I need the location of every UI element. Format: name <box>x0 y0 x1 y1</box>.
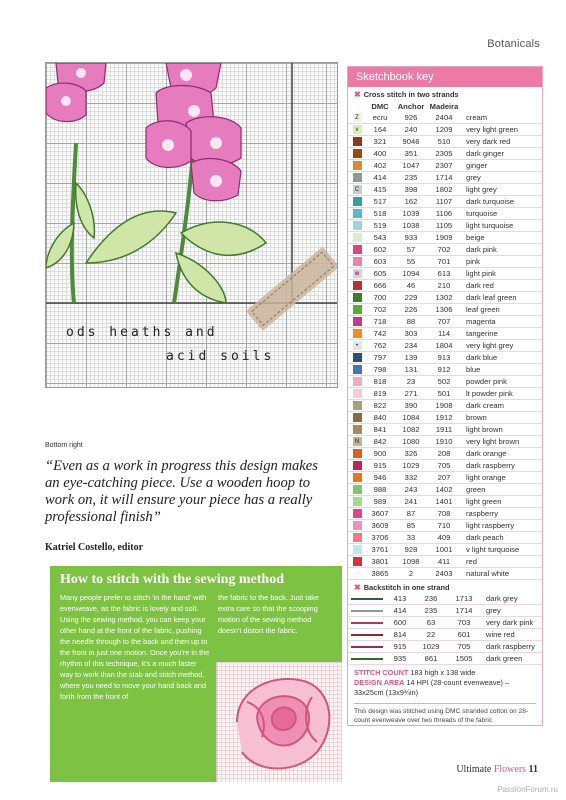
thread-swatch <box>353 521 362 530</box>
key-row: 840 1084 1912 brown <box>348 412 542 424</box>
backstitch-heading: ✖ Backstitch in one strand <box>354 583 450 592</box>
chart-caption: Bottom right <box>45 442 83 449</box>
thread-swatch <box>353 329 362 338</box>
thread-swatch <box>353 209 362 218</box>
key-row: 989 241 1401 light green <box>348 496 542 508</box>
key-row: 603 55 701 pink <box>348 256 542 268</box>
chart-text-line1: ods heaths and <box>66 325 218 340</box>
key-row: 3761 928 1001 v light turquoise <box>348 544 542 556</box>
backstitch-swatch <box>351 598 383 600</box>
key-column-headers <box>348 100 542 112</box>
cross-stitch-chart <box>45 62 338 388</box>
key-row: 3865 2 2403 natural white <box>348 568 542 580</box>
key-row: 414 235 1714 grey <box>348 172 542 184</box>
thread-swatch <box>353 149 362 158</box>
sketchbook-key <box>347 66 543 726</box>
cross-icon: ✖ <box>354 90 361 99</box>
backstitch-swatch <box>351 610 383 612</box>
key-note: This design was stitched using DMC stranded cotton on 28-count evenweave over two threads of the fabric <box>354 703 536 725</box>
key-row: • 762 234 1804 very light grey <box>348 340 542 352</box>
thread-swatch <box>353 233 362 242</box>
backstitch-row: 935 861 1505 dark green <box>348 653 542 665</box>
rose-image <box>216 662 342 782</box>
key-row: 519 1038 1105 light turquoise <box>348 220 542 232</box>
howto-title: How to stitch with the sewing method <box>60 572 284 587</box>
key-row: 988 243 1402 green <box>348 484 542 496</box>
thread-swatch <box>353 197 362 206</box>
thread-swatch <box>353 293 362 302</box>
thread-swatch <box>353 425 362 434</box>
col-dmc: DMC <box>371 101 389 111</box>
key-row: 3801 1098 411 red <box>348 556 542 568</box>
backstitch-row: 814 22 601 wine red <box>348 629 542 641</box>
key-row: 700 229 1302 dark leaf green <box>348 292 542 304</box>
thread-swatch <box>353 569 362 578</box>
key-row: 718 88 707 magenta <box>348 316 542 328</box>
key-row: 819 271 501 lt powder pink <box>348 388 542 400</box>
key-row: 702 226 1306 leaf green <box>348 304 542 316</box>
backstitch-table <box>348 593 542 665</box>
key-title: Sketchbook key <box>348 67 542 87</box>
thread-swatch <box>353 281 362 290</box>
key-row: 3609 85 710 light raspberry <box>348 520 542 532</box>
thread-swatch <box>353 317 362 326</box>
thread-swatch: • <box>353 341 362 350</box>
key-row: 900 326 208 dark orange <box>348 448 542 460</box>
stitch-summary: STITCH COUNT 183 high x 138 wide DESIGN AREA 14 HPI (28-count evenweave) – 33x25cm (13x9¾in) <box>354 668 510 697</box>
watermark: PassionForum.ru <box>497 785 558 794</box>
key-row: 798 131 912 blue <box>348 364 542 376</box>
key-row: 518 1039 1106 turquoise <box>348 208 542 220</box>
quote-author: Katriel Costello, editor <box>45 542 144 553</box>
thread-swatch <box>353 377 362 386</box>
backstitch-row: 414 235 1714 grey <box>348 605 542 617</box>
thread-swatch: Z <box>353 113 362 122</box>
key-row: 402 1047 2307 ginger <box>348 160 542 172</box>
key-row: Z ecru 926 2404 cream <box>348 112 542 124</box>
pull-quote: “Even as a work in progress this design makes an eye-catching piece. Use a wooden hoop to work on, it will ensure your piece has a really professional finish” <box>45 458 318 525</box>
backstitch-swatch <box>351 634 383 636</box>
cross-stitch-heading: ✖ Cross stitch in two strands <box>354 90 459 99</box>
key-row: C 415 398 1802 light grey <box>348 184 542 196</box>
key-row: 666 46 210 dark red <box>348 280 542 292</box>
key-row: 946 332 207 light orange <box>348 472 542 484</box>
page-footer: Ultimate Flowers 11 <box>456 764 538 775</box>
key-row: 321 9046 510 very dark red <box>348 136 542 148</box>
thread-swatch <box>353 401 362 410</box>
rose-illustration <box>217 662 342 782</box>
thread-swatch <box>353 533 362 542</box>
thread-swatch <box>353 161 362 170</box>
key-row: 602 57 702 dark pink <box>348 244 542 256</box>
howto-text-col2: the fabric to the back. Just take extra care so that the scooping motion of the sewing method doesn’t distort the fabric. <box>218 593 319 635</box>
backstitch-row: 413 236 1713 dark grey <box>348 593 542 605</box>
thread-swatch: C <box>353 185 362 194</box>
thread-swatch <box>353 173 362 182</box>
thread-swatch: v <box>353 125 362 134</box>
thread-swatch <box>353 473 362 482</box>
thread-swatch <box>353 497 362 506</box>
key-row: v 164 240 1209 very light green <box>348 124 542 136</box>
thread-swatch <box>353 245 362 254</box>
thread-swatch <box>353 413 362 422</box>
key-row: 822 390 1908 dark cream <box>348 400 542 412</box>
backstitch-swatch <box>351 658 383 660</box>
key-row: 3706 33 409 dark peach <box>348 532 542 544</box>
backstitch-swatch <box>351 622 383 624</box>
thread-swatch <box>353 389 362 398</box>
thread-swatch <box>353 257 362 266</box>
key-row: 3607 87 708 raspberry <box>348 508 542 520</box>
thread-swatch <box>353 449 362 458</box>
cross-stitch-table <box>348 112 542 580</box>
thread-swatch <box>353 221 362 230</box>
key-row: 742 303 114 tangerine <box>348 328 542 340</box>
backstitch-swatch <box>351 646 383 648</box>
key-row: 543 933 1909 beige <box>348 232 542 244</box>
thread-swatch: w <box>353 269 362 278</box>
key-row: 400 351 2305 dark ginger <box>348 148 542 160</box>
col-madeira: Madeira <box>429 101 459 111</box>
key-row: 517 162 1107 dark turquoise <box>348 196 542 208</box>
key-row: N 842 1080 1910 very light brown <box>348 436 542 448</box>
key-row: w 605 1094 613 light pink <box>348 268 542 280</box>
thread-swatch <box>353 137 362 146</box>
section-label: Botanicals <box>487 38 540 50</box>
thread-swatch: N <box>353 437 362 446</box>
thread-swatch <box>353 557 362 566</box>
thread-swatch <box>353 545 362 554</box>
backstitch-row: 915 1029 705 dark raspberry <box>348 641 542 653</box>
howto-box <box>50 566 342 782</box>
key-row: 915 1029 705 dark raspberry <box>348 460 542 472</box>
thread-swatch <box>353 353 362 362</box>
thread-swatch <box>353 509 362 518</box>
thread-swatch <box>353 365 362 374</box>
key-row: 841 1082 1911 light brown <box>348 424 542 436</box>
thread-swatch <box>353 305 362 314</box>
thread-swatch <box>353 485 362 494</box>
backstitch-row: 600 63 703 very dark pink <box>348 617 542 629</box>
cross-icon: ✖ <box>354 583 361 592</box>
thread-swatch <box>353 461 362 470</box>
chart-text-line2: acid soils <box>166 349 275 364</box>
key-row: 797 139 913 dark blue <box>348 352 542 364</box>
key-row: 818 23 502 powder pink <box>348 376 542 388</box>
howto-text-col1: Many people prefer to stitch ‘in the hand’ with evenweave, as the fabric is lovely and soft. Using the sewing method, you can keep your other hand at the front of the fabric, pushing the needle through to the back and then up to the front in just one motion. Once you’re in the rhythm of this technique, it’s a much faster way to work than the stab and stitch method, where you need to move your hand back and forth from the front of <box>60 593 210 701</box>
col-anchor: Anchor <box>397 101 425 111</box>
